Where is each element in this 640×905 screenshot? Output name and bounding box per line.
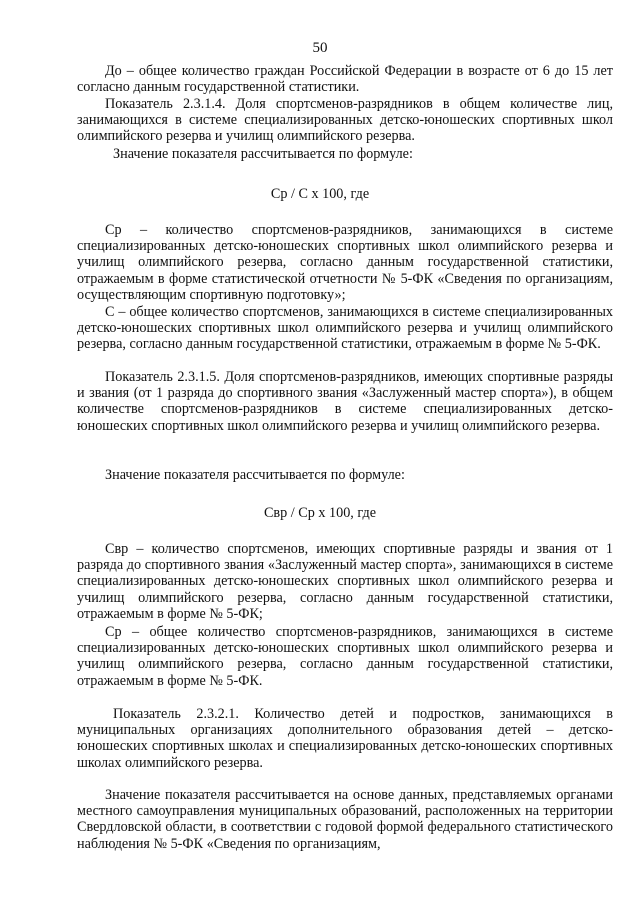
paragraph-indicator-2-3-1-5: Показатель 2.3.1.5. Доля спортсменов-разрядников, имеющих спортивные разряды и звания (от 1 разряда до спортивного звания «Заслуженный мастер спорта»), в общем количестве спортсменов-разрядников в системе специализированных детско-юношеских спортивных школ олимпийского резерва и училищ олимпийского резерва. xyxy=(77,369,613,434)
paragraph-svr-definition: Свр – количество спортсменов, имеющих спортивные разряды и звания от 1 разряда до спортивного звания «Заслуженный мастер спорта», занимающихся в системе специализированных детско-юношеских спортивных школ олимпийского резерва и училищ олимпийского резерва, согласно данным государственной статистики, отражаемым в форме № 5-ФК; xyxy=(77,541,613,622)
paragraph-formula-intro-2: Значение показателя рассчитывается по формуле: xyxy=(105,467,405,483)
paragraph-indicator-2-3-2-1: Показатель 2.3.2.1. Количество детей и подростков, занимающихся в муниципальных организациях дополнительного образования детей – детско-юношеских спортивных школах и специализированных детско-юношеских спортивных школах олимпийского резерва. xyxy=(77,706,613,771)
paragraph-indicator-2-3-1-4: Показатель 2.3.1.4. Доля спортсменов-разрядников в общем количестве лиц, занимающихся в системе специализированных детско-юношеских спортивных школ олимпийского резерва и училищ олимпийского резерва. xyxy=(77,96,613,145)
paragraph-s-definition: С – общее количество спортсменов, занимающихся в системе специализированных детско-юношеских спортивных школ олимпийского резерва и училищ олимпийского резерва, согласно данным государственной статистики, отражаемым в форме № 5-ФК. xyxy=(77,304,613,353)
formula-2: Свр / Ср х 100, где xyxy=(263,505,377,521)
paragraph-calculation-basis: Значение показателя рассчитывается на основе данных, представляемых органами местного самоуправления муниципальных образований, расположенных на территории Свердловской области, в соответствии с годовой формой федерального статистического наблюдения № 5-ФК «Сведения по организациям, xyxy=(77,787,613,852)
paragraph-do-definition: До – общее количество граждан Российской Федерации в возрасте от 6 до 15 лет согласно данным государственной статистики. xyxy=(77,63,613,96)
paragraph-sr-definition: Ср – количество спортсменов-разрядников, занимающихся в системе специализированных детско-юношеских спортивных школ олимпийского резерва и училищ олимпийского резерва, согласно данным государственной статистики, отражаемым в форме статистической отчетности № 5-ФК «Сведения по организациям, осуществляющим спортивную подготовку»; xyxy=(77,222,613,303)
formula-1: Ср / С х 100, где xyxy=(270,186,370,202)
page-number: 50 xyxy=(312,40,328,56)
paragraph-formula-intro-1: Значение показателя рассчитывается по формуле: xyxy=(113,146,413,162)
paragraph-sr-total-definition: Ср – общее количество спортсменов-разрядников, занимающихся в системе специализированных детско-юношеских спортивных школ олимпийского резерва и училищ олимпийского резерва, согласно данным государственной статистики, отражаемым в форме № 5-ФК. xyxy=(77,624,613,689)
